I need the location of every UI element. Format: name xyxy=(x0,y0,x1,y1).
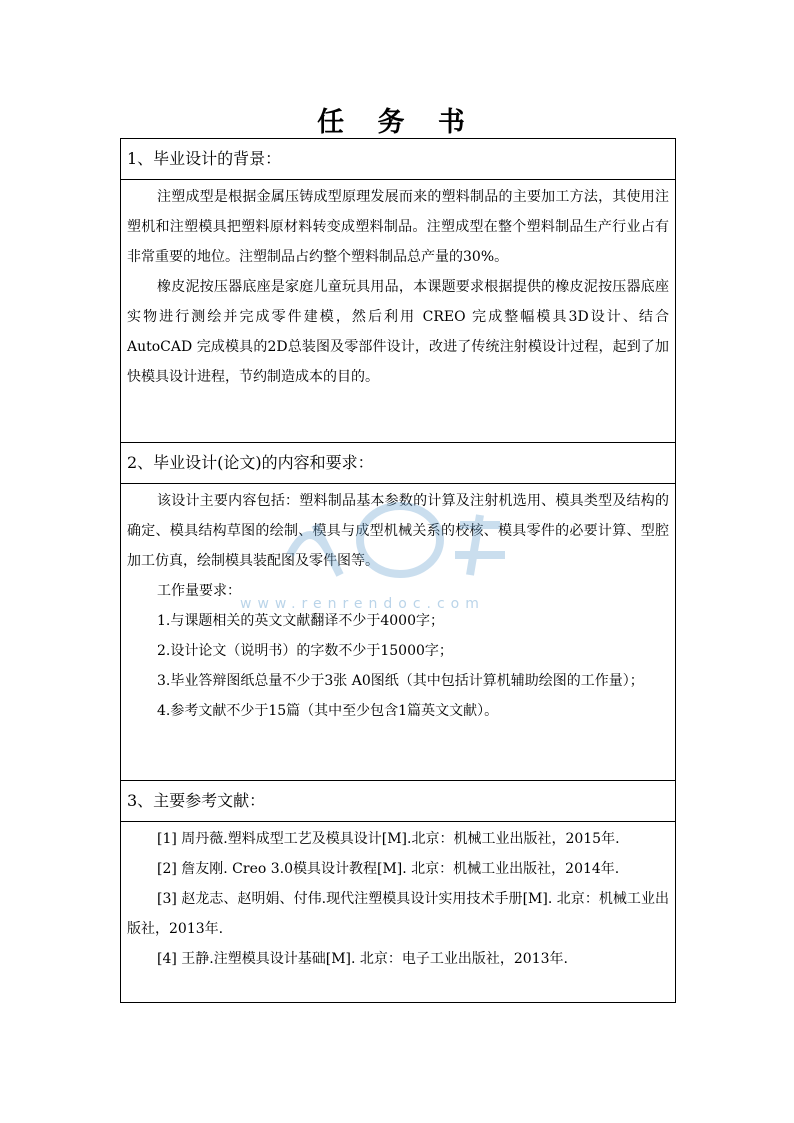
section-heading-references: 3、主要参考文献： xyxy=(121,781,676,822)
paragraph: 1.与课题相关的英文文献翻译不少于4000字； xyxy=(157,613,444,629)
reference-item: [4] 王静.注塑模具设计基础[M]. 北京：电子工业出版社，2013年. xyxy=(157,951,568,967)
reference-item: [3] 赵龙志、赵明娟、付伟.现代注塑模具设计实用技术手册[M]. 北京：机械工业出版社，2013年. xyxy=(127,891,669,937)
paragraph: 工作量要求： xyxy=(157,583,241,599)
reference-item: [2] 詹友刚. Creo 3.0模具设计教程[M]. 北京：机械工业出版社，2014年. xyxy=(157,861,620,877)
paragraph: 2.设计论文（说明书）的字数不少于15000字； xyxy=(157,643,453,659)
paragraph: 橡皮泥按压器底座是家庭儿童玩具用品，本课题要求根据提供的橡皮泥按压器底座实物进行测绘并完成零件建模，然后利用 CREO 完成整幅模具3D设计、结合 AutoCAD 完成模具的2D总装图及零部件设计，改进了传统注射模设计过程，起到了加快模具设计进程，节约制造成本的目的。 xyxy=(127,279,669,385)
section-body-references xyxy=(121,822,676,1003)
paragraph: 注塑成型是根据金属压铸成型原理发展而来的塑料制品的主要加工方法，其使用注塑机和注塑模具把塑料原材料转变成塑料制品。注塑成型在整个塑料制品生产行业占有非常重要的地位。注塑制品占约整个塑料制品总产量的30%。 xyxy=(127,189,669,265)
watermark-url: www.renrendoc.com xyxy=(240,596,485,612)
reference-item: [1] 周丹薇.塑料成型工艺及模具设计[M].北京：机械工业出版社，2015年. xyxy=(157,831,620,847)
section-body-requirements xyxy=(121,484,676,781)
section-heading-background: 1、毕业设计的背景： xyxy=(121,139,676,180)
paragraph: 该设计主要内容包括：塑料制品基本参数的计算及注射机选用、模具类型及结构的确定、模具结构草图的绘制、模具与成型机械关系的校核、模具零件的必要计算、型腔加工仿真，绘制模具装配图及零件图等。 xyxy=(127,493,669,569)
task-table xyxy=(120,138,676,1003)
paragraph: 4.参考文献不少于15篇（其中至少包含1篇英文文献）。 xyxy=(157,703,499,719)
section-body-background xyxy=(121,180,676,443)
section-heading-requirements: 2、毕业设计(论文)的内容和要求： xyxy=(121,443,676,484)
paragraph: 3.毕业答辩图纸总量不少于3张 A0图纸（其中包括计算机辅助绘图的工作量）； xyxy=(157,673,644,689)
page-title: 任 务 书 xyxy=(317,107,477,138)
